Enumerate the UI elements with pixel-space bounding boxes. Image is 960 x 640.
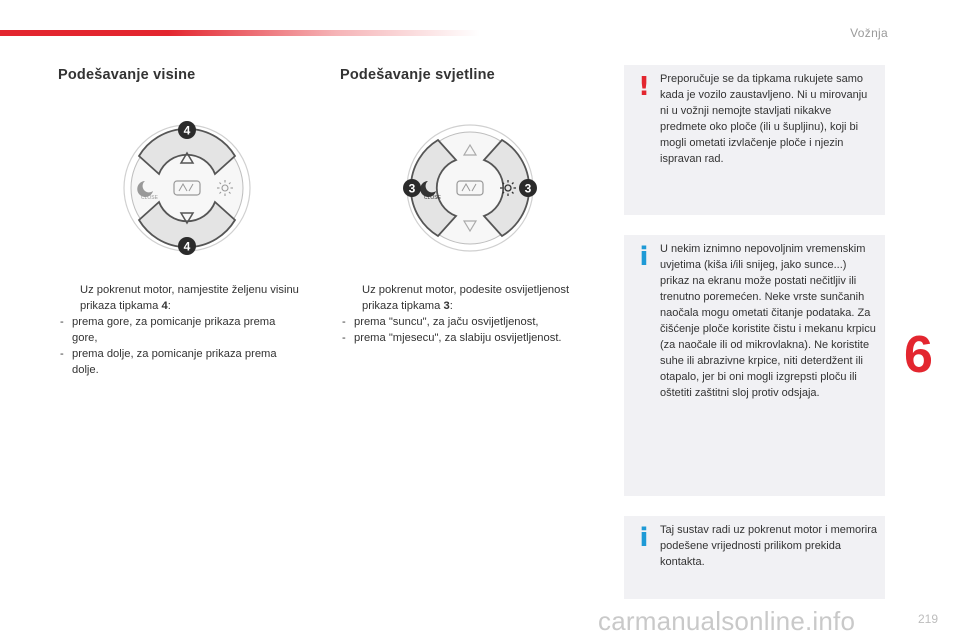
svg-text:4: 4	[183, 123, 191, 138]
note-text: U nekim iznimno nepovoljnim vremenskim uvjetima (kiša i/ili snijeg, jako sunce...) prikaz na ekranu može postati nečitljiv ili trenutno poremećen. Neke vrste sunčanih naočala mogu ometati čitanje podataka. Za čišćenje ploče koristite čistu i mekanu krpicu (za naočale ili od mikrovlakna). Ne koristite suhe ili abrazivne krpice, niti deterdžent ili otapalo, jer bi oni mogli izgrepsti ploču ili oštetiti zaštitni sloj protiv odsjaja.	[660, 243, 876, 399]
key-number: 4	[161, 300, 168, 312]
brightness-controls-diagram	[400, 118, 540, 258]
watermark: carmanualsonline.info	[598, 606, 856, 636]
note-text: Preporučuje se da tipkama rukujete samo kada je vozilo zaustavljeno. Ni u mirovanju ni u vožnji nemojte stavljati nikakve predmete oko ploče (ili u šupljinu), koji bi mogli ometati izvlačenje ploče i njezin ispravan rad.	[660, 73, 868, 165]
intro-text: Uz pokrenut motor, namjestite željenu visinu prikaza tipkama	[80, 284, 299, 312]
info-icon: i	[639, 242, 649, 272]
section-title: Vožnja	[850, 26, 888, 40]
bullet-icon	[60, 282, 80, 314]
info-icon: i	[639, 523, 649, 553]
heading-height-adjustment: Podešavanje visine	[58, 67, 196, 83]
svg-text:3: 3	[408, 181, 416, 196]
info-note	[624, 516, 885, 599]
list-item: - prema dolje, za pomicanje prikaza prema dolje.	[60, 348, 277, 376]
chapter-number: 6	[904, 326, 933, 384]
warning-icon: !	[638, 72, 650, 102]
svg-text:4: 4	[183, 239, 191, 254]
heading-brightness-adjustment: Podešavanje svjetline	[340, 67, 495, 83]
brightness-instructions: Uz pokrenut motor, podesite osvijetljenost prikaza tipkama 3: - prema "suncu", za jaču osvijetljenost, - prema "mjesecu", za slabiju osvijetljenost.	[342, 282, 602, 346]
page-number: 219	[917, 612, 938, 626]
intro-text: Uz pokrenut motor, podesite osvijetljenost prikaza tipkama	[362, 284, 570, 312]
list-item: - prema "mjesecu", za slabiju osvijetljenost.	[342, 332, 562, 344]
height-controls-diagram	[117, 118, 257, 258]
list-item: - prema gore, za pomicanje prikaza prema gore,	[60, 316, 276, 344]
height-instructions: Uz pokrenut motor, namjestite željenu visinu prikaza tipkama 4: - prema gore, za pomicanje prikaza prema gore, - prema dolje, za pomicanje prikaza prema dolje.	[60, 284, 299, 376]
header-accent-bar	[0, 30, 480, 36]
bullet-icon	[342, 282, 362, 314]
key-number: 3	[443, 300, 450, 312]
close-label: CLOSE	[424, 195, 441, 201]
svg-text:3: 3	[524, 181, 532, 196]
info-note	[624, 235, 885, 496]
note-text: Taj sustav radi uz pokrenut motor i memorira podešene vrijednosti prilikom prekida kontakta.	[660, 524, 878, 568]
warning-note	[624, 65, 885, 215]
close-label: CLOSE	[141, 195, 158, 201]
list-item: - prema "suncu", za jaču osvijetljenost,	[342, 316, 539, 328]
